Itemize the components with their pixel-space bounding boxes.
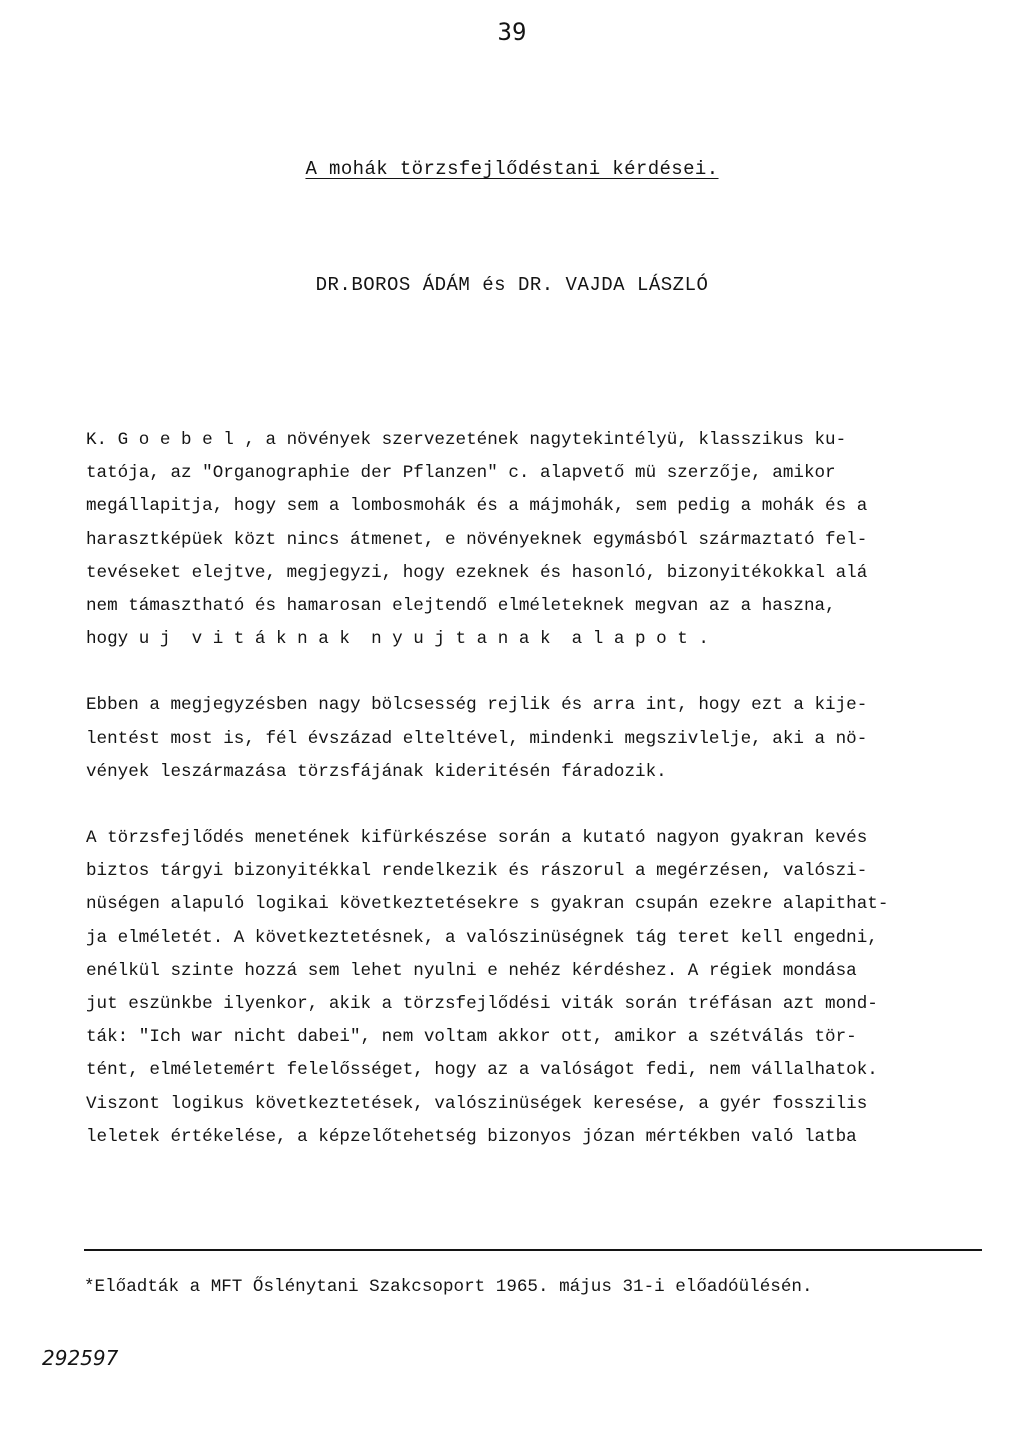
authors: DR.BOROS ÁDÁM és DR. VAJDA LÁSZLÓ (315, 274, 709, 296)
paragraph (86, 689, 966, 789)
text-line: ja elméletét. A következtetésnek, a valószinüségnek tág teret kell engedni, (86, 927, 878, 948)
text-line: vények leszármazása törzsfájának kideritésén fáradozik. (86, 761, 667, 782)
page-number: 39 (497, 18, 527, 46)
paragraph-gap (86, 789, 966, 822)
footnote: *Előadták a MFT Őslénytani Szakcsoport 1965. május 31-i előadóülésén. (84, 1277, 813, 1297)
paragraph (86, 424, 966, 656)
text-line: tatója, az "Organographie der Pflanzen" c. alapvető mü szerzője, amikor (86, 463, 836, 484)
text-line: megállapitja, hogy sem a lombosmohák és a májmohák, sem pedig a mohák és a (86, 496, 868, 517)
text-line: ták: "Ich war nicht dabei", nem voltam akkor ott, amikor a szétválás tör- (86, 1027, 857, 1048)
archive-number: 292597 (42, 1346, 119, 1370)
text-line: Ebben a megjegyzésben nagy bölcsesség rejlik és arra int, hogy ezt a kije- (86, 695, 868, 716)
text-line: tént, elméletemért felelősséget, hogy az a valóságot fedi, nem vállalhatok. (86, 1060, 878, 1081)
text-line: nem támasztható és hamarosan elejtendő elméleteknek megvan az a haszna, (86, 596, 836, 617)
text-line: K. G o e b e l , a növények szervezetének nagytekintélyü, klasszikus ku- (86, 430, 847, 450)
text-line: jut eszünkbe ilyenkor, akik a törzsfejlődési viták során tréfásan azt mond- (86, 994, 878, 1015)
body-text (86, 424, 966, 1154)
text-line: A törzsfejlődés menetének kifürkészése során a kutató nagyon gyakran kevés (86, 828, 868, 849)
text-line: nüségen alapuló logikai következtetésekre s gyakran csupán ezekre alapithat- (86, 894, 889, 915)
footnote-divider (84, 1249, 982, 1251)
text-line: biztos tárgyi bizonyitékkal rendelkezik és rászorul a megérzésen, valószi- (86, 861, 868, 882)
text-line: hogy u j v i t á k n a k n y u j t a n a k a l a p o t . (86, 629, 709, 650)
text-line: tevéseket elejtve, megjegyzi, hogy ezeknek és hasonló, bizonyitékokkal alá (86, 562, 868, 583)
text-line: Viszont logikus következtetések, valószinüségek keresése, a gyér fosszilis (86, 1093, 868, 1114)
paragraph (86, 822, 966, 1154)
paragraph-gap (86, 656, 966, 689)
text-line: lentést most is, fél évszázad elteltével, mindenki megszivlelje, aki a nö- (86, 728, 868, 749)
text-line: leletek értékelése, a képzelőtehetség bizonyos józan mértékben való latba (86, 1126, 857, 1147)
text-line: enélkül szinte hozzá sem lehet nyulni e nehéz kérdéshez. A régiek mondása (86, 960, 857, 981)
article-title: A mohák törzsfejlődéstani kérdései. (305, 158, 719, 180)
text-line: harasztképüek közt nincs átmenet, e növényeknek egymásból származtató fel- (86, 529, 868, 550)
